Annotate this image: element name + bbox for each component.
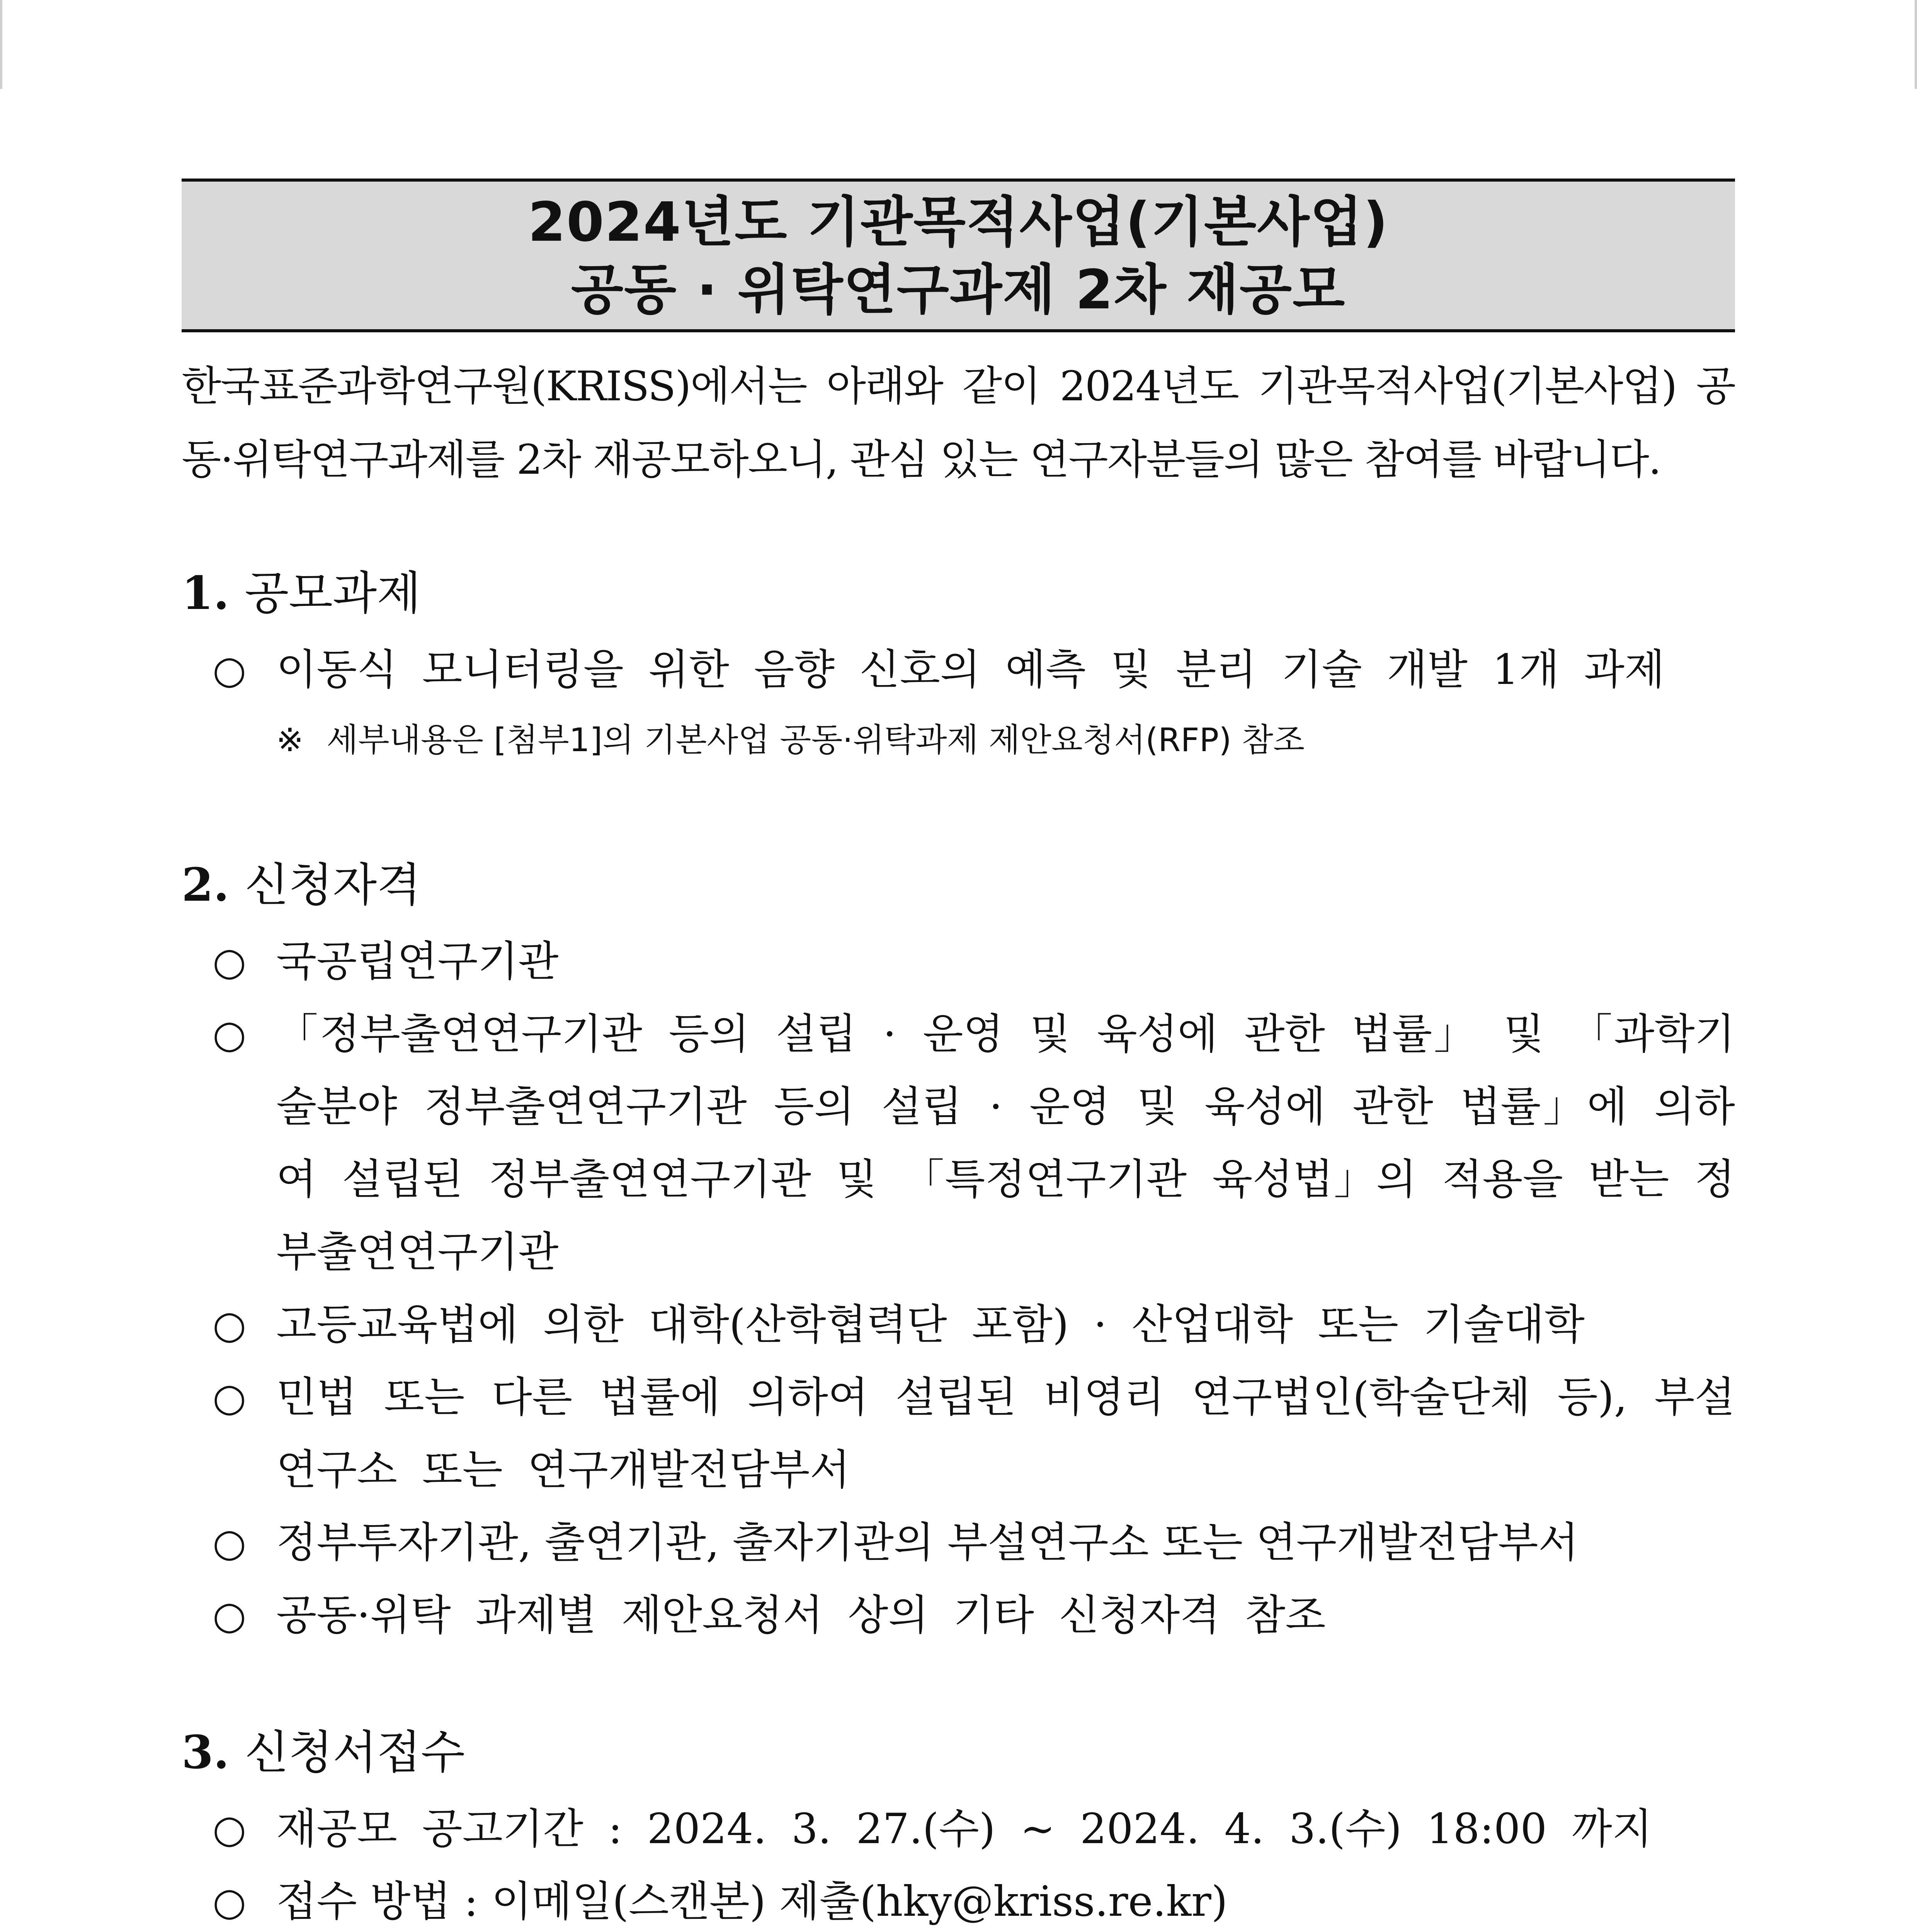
bullet-circle-icon: ○ — [213, 1879, 247, 1924]
bullet-circle-icon: ○ — [213, 1012, 247, 1057]
page-edge-mark — [0, 0, 2, 89]
section-3 — [182, 1719, 1735, 1932]
section-number: 1. — [182, 566, 230, 620]
list-item: ○ 민법 또는 다른 법률에 의하여 설립된 비영리 연구법인(학술단체 등), 부설연구소 또는 연구개발전담부서 — [182, 1361, 1735, 1507]
reference-note: ※ 세부내용은 [첨부1]의 기본사업 공동·위탁과제 제안요청서(RFP) 참조 — [276, 721, 1305, 759]
document-title — [182, 179, 1735, 332]
title-line-2: 공동 · 위탁연구과제 2차 재공모 — [571, 259, 1346, 321]
list-item: ○ 고등교육법에 의한 대학(산학협력단 포함) · 산업대학 또는 기술대학 — [182, 1289, 1735, 1361]
list-item: ○ 접수 방법 : 이메일(스캔본) 제출(hky@kriss.re.kr) — [182, 1866, 1735, 1932]
list-item: ○ 공동·위탁 과제별 제안요청서 상의 기타 신청자격 참조 — [182, 1579, 1735, 1652]
section-number: 3. — [182, 1725, 230, 1779]
note-mark: ※ — [276, 721, 304, 759]
section-heading — [182, 852, 1735, 918]
list-item: ○ 이동식 모니터링을 위한 음향 신호의 예측 및 분리 기술 개발 1개 과제 — [182, 634, 1735, 706]
section-2 — [182, 852, 1735, 1652]
intro-paragraph: 한국표준과학연구원(KRISS)에서는 아래와 같이 2024년도 기관목적사업(기본사업) 공동·위탁연구과제를 2차 재공모하오니, 관심 있는 연구자분들의 많은 참여를 바랍니다. — [182, 362, 1735, 483]
page-edge-mark — [1915, 0, 1917, 89]
bullet-circle-icon: ○ — [213, 1520, 247, 1565]
section-heading — [182, 1719, 1735, 1785]
section-title: 공모과제 — [245, 566, 421, 620]
bullet-circle-icon: ○ — [213, 1806, 247, 1852]
list-item: ○ 「정부출연연구기관 등의 설립 · 운영 및 육성에 관한 법률」 및 「과학기술분야 정부출연연구기관 등의 설립 · 운영 및 육성에 관한 법률」에 의하여 설립된 정부출연연구기관 및 「특정연구기관 육성법」의 적용을 받는 정부출연연구기관 — [182, 998, 1735, 1289]
bullet-circle-icon: ○ — [213, 1375, 247, 1420]
bullet-circle-icon: ○ — [213, 1593, 247, 1638]
list-item: ○ 국공립연구기관 — [182, 925, 1735, 998]
section-number: 2. — [182, 858, 230, 912]
section-1 — [182, 560, 1735, 774]
section-heading — [182, 560, 1735, 626]
list-item: ○ 정부투자기관, 출연기관, 출자기관의 부설연구소 또는 연구개발전담부서 — [182, 1507, 1735, 1579]
title-line-1: 2024년도 기관목적사업(기본사업) — [528, 191, 1389, 254]
bullet-circle-icon: ○ — [213, 939, 247, 984]
bullet-circle-icon: ○ — [213, 647, 247, 692]
bullet-circle-icon: ○ — [213, 1302, 247, 1347]
list-item: ○ 재공모 공고기간 : 2024. 3. 27.(수) ~ 2024. 4. 3.(수) 18:00 까지 — [182, 1793, 1735, 1866]
section-title: 신청자격 — [245, 858, 421, 912]
section-title: 신청서접수 — [245, 1726, 465, 1779]
